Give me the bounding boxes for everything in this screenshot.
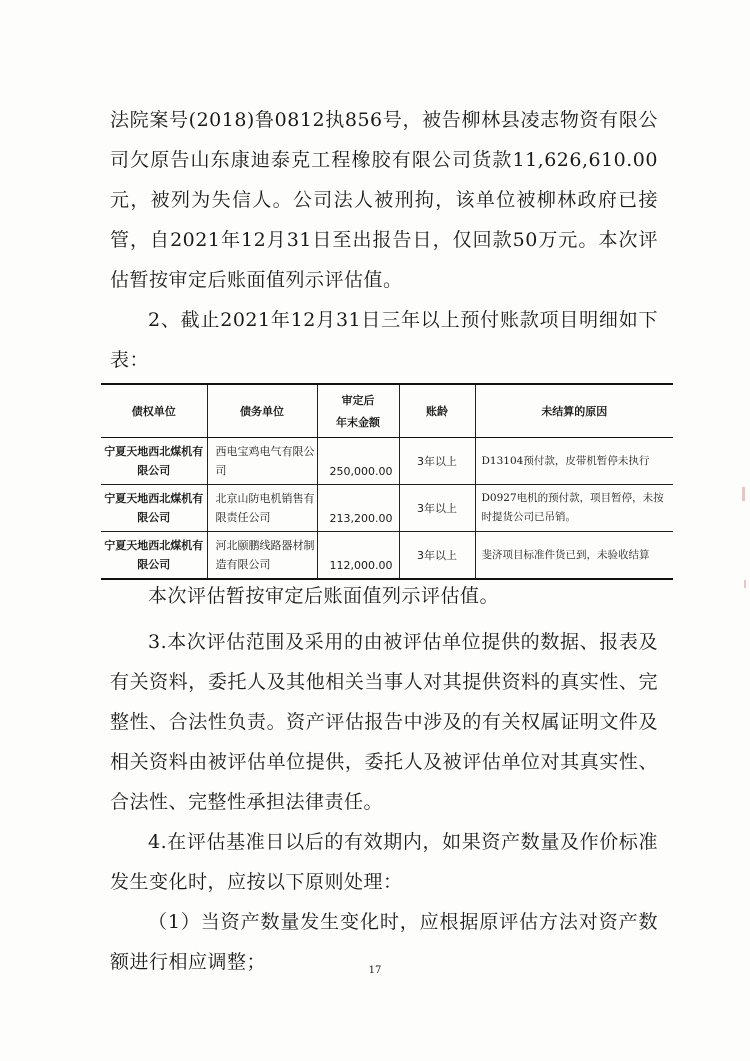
cell-creditor: 宁夏天地西北煤机有限公司 [101, 485, 207, 532]
paragraph-validity-period: 4.在评估基准日以后的有效期内，如果资产数量及作价标准发生变化时，应按以下原则处理： [110, 831, 658, 893]
page-number: 17 [368, 965, 382, 976]
cell-amount: 112,000.00 [317, 532, 399, 580]
header-amount-line1: 审定后 [341, 394, 375, 407]
cell-reason: 斐济项目标准件货已到，未验收结算 [475, 532, 673, 580]
header-creditor: 债权单位 [101, 384, 207, 438]
paragraph-quantity-change: （1）当资产数量发生变化时，应根据原评估方法对资产数额进行相应调整； [110, 911, 658, 973]
paragraph-data-responsibility: 3.本次评估范围及采用的由被评估单位提供的数据、报表及有关资料，委托人及其他相关当事人对其提供资料的真实性、完整性、合法性负责。资产评估报告中涉及的有关权属证明文件及相关资料由被评估单位提供，委托人及被评估单位对其真实性、合法性、完整性承担法律责任。 [110, 631, 658, 813]
cell-age: 3年以上 [399, 485, 475, 532]
cell-creditor: 宁夏天地西北煤机有限公司 [101, 438, 207, 485]
header-debtor: 债务单位 [207, 384, 317, 438]
cell-creditor: 宁夏天地西北煤机有限公司 [101, 532, 207, 580]
cell-amount: 250,000.00 [317, 438, 399, 485]
cell-reason: D0927电机的预付款，项目暂停，未按时提货公司已吊销。 [475, 485, 673, 532]
header-amount [317, 384, 399, 438]
header-age: 账龄 [399, 384, 475, 438]
prepayment-table-container [101, 383, 673, 580]
table-row [101, 438, 673, 485]
cell-age: 3年以上 [399, 438, 475, 485]
cell-reason: D13104预付款，皮带机暂停未执行 [475, 438, 673, 485]
prepayment-table [101, 383, 673, 580]
cell-debtor: 西电宝鸡电气有限公司 [207, 438, 317, 485]
table-row [101, 485, 673, 532]
cell-amount: 213,200.00 [317, 485, 399, 532]
table-header-row [101, 384, 673, 438]
paragraph-case-info: 法院案号(2018)鲁0812执856号，被告柳林县凌志物资有限公司欠原告山东康迪泰克工程橡胶有限公司货款11,626,610.00元，被列为失信人。公司法人被刑拘，该单位被柳林政府已接管，自2021年12月31日至出报告日，仅回款50万元。本次评估暂按审定后账面值列示评估值。 [110, 109, 658, 291]
header-amount-line2: 年末金额 [336, 416, 380, 429]
header-reason: 未结算的原因 [475, 384, 673, 438]
cell-debtor: 河北颐鹏线路器材制造有限公司 [207, 532, 317, 580]
scan-artifact-mark [742, 487, 745, 501]
paragraph-valuation-note: 本次评估暂按审定后账面值列示评估值。 [148, 585, 500, 607]
scan-artifact-mark [744, 580, 746, 588]
cell-age: 3年以上 [399, 532, 475, 580]
paragraph-prepayment-intro: 2、截止2021年12月31日三年以上预付账款项目明细如下表： [110, 309, 658, 371]
cell-debtor: 北京山防电机销售有限责任公司 [207, 485, 317, 532]
table-row [101, 532, 673, 580]
